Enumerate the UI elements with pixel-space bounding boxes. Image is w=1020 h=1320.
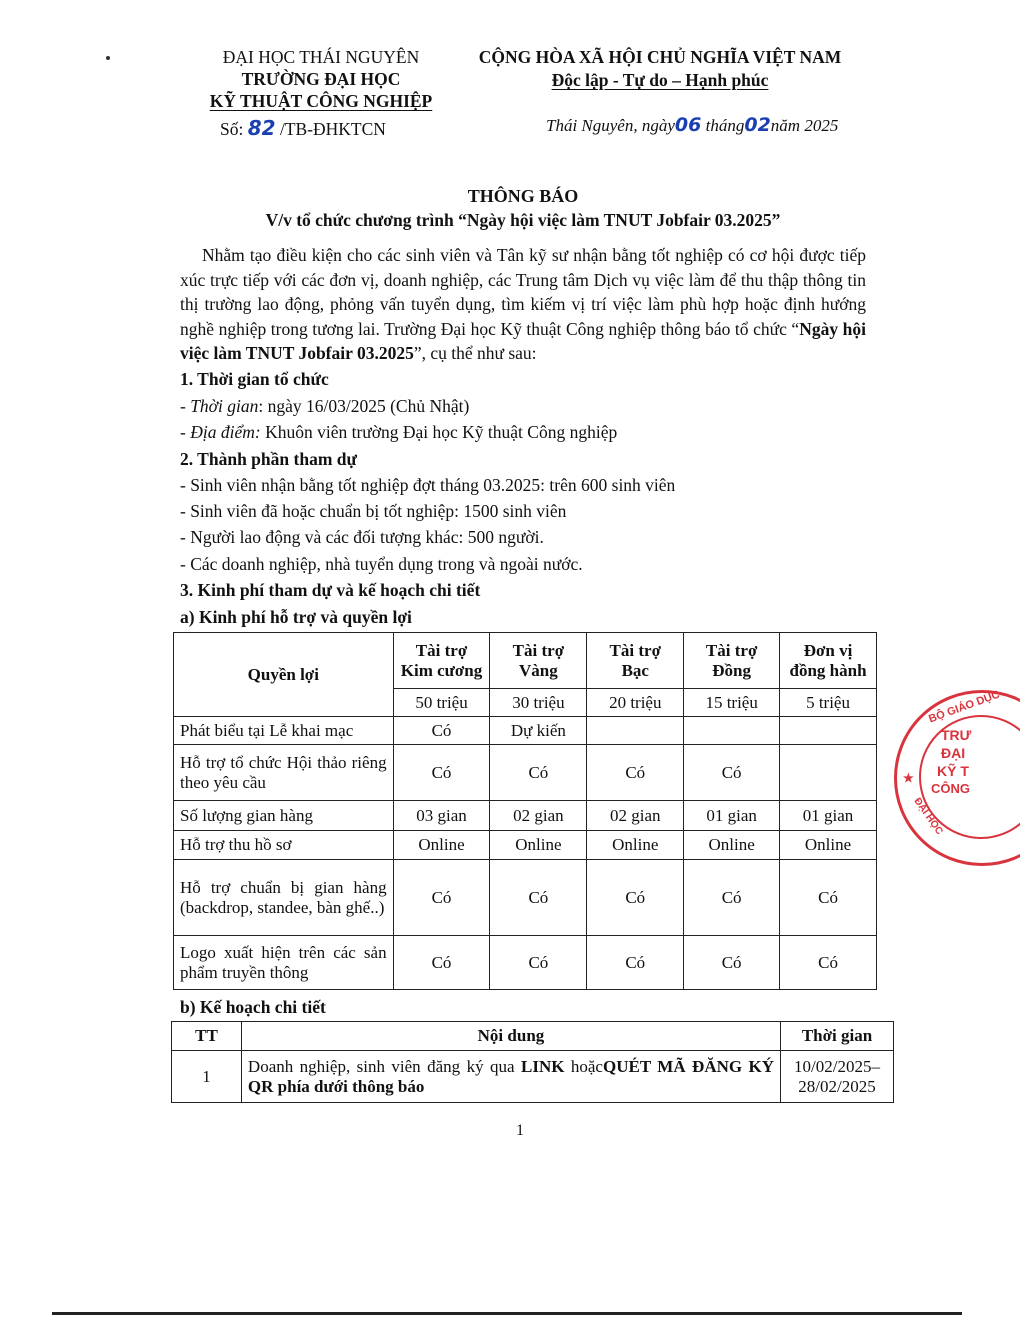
benefit-cell: Có xyxy=(587,936,684,990)
date-month-label: tháng xyxy=(705,116,745,135)
dash: - xyxy=(180,396,191,416)
benefit-cell: Có xyxy=(393,936,490,990)
scan-edge xyxy=(52,1312,962,1315)
benefit-label: Phát biểu tại Lễ khai mạc xyxy=(174,717,394,745)
stamp-inner-text: TRƯ xyxy=(941,727,972,743)
stamp-inner-text: CÔNG xyxy=(931,781,970,796)
table-row xyxy=(174,801,877,831)
event-time xyxy=(180,396,469,417)
participant-item: - Các doanh nghiệp, nhà tuyển dụng trong và ngoài nước. xyxy=(180,554,583,574)
participant-item: - Sinh viên nhận bằng tốt nghiệp đợt tháng 03.2025: trên 600 sinh viên xyxy=(180,475,676,495)
table-row xyxy=(174,717,877,745)
official-stamp xyxy=(894,690,1020,866)
tier-price: 15 triệu xyxy=(684,689,780,717)
stamp-ring-text-bottom: ĐẠI HỌC xyxy=(911,796,945,837)
stamp-inner-text: ĐẠI xyxy=(941,745,966,761)
tier-price: 30 triệu xyxy=(490,689,587,717)
benefit-label: Logo xuất hiện trên các sản phẩm truyền thông xyxy=(174,936,394,990)
date-day: 06 xyxy=(674,114,702,136)
document-subject: V/v tổ chức chương trình “Ngày hội việc làm TNUT Jobfair 03.2025” xyxy=(265,210,781,230)
benefit-cell: 02 gian xyxy=(587,801,684,831)
school-name-line2: KỸ THUẬT CÔNG NGHIỆP xyxy=(209,91,433,111)
benefit-label: Hỗ trợ tổ chức Hội thảo riêng theo yêu cầu xyxy=(174,745,394,801)
table-row xyxy=(174,745,877,801)
benefit-cell: Online xyxy=(684,831,780,860)
register-link: LINK xyxy=(520,1056,565,1076)
number-suffix: /TB-ĐHKTCN xyxy=(279,119,386,139)
tier-header: Tài trợ Bạc xyxy=(587,633,684,689)
section2-heading: 2. Thành phần tham dự xyxy=(180,449,357,469)
table-row xyxy=(174,860,877,936)
number-handwritten: 82 xyxy=(247,116,276,140)
tier-price: 5 triệu xyxy=(780,689,877,717)
benefit-cell: Có xyxy=(393,745,490,801)
benefit-cell: Có xyxy=(490,860,587,936)
date-month: 02 xyxy=(744,114,771,136)
qr-instruction: QUÉT MÃ ĐĂNG KÝ QR phía dưới thông báo xyxy=(247,1056,775,1096)
page-number: 1 xyxy=(516,1122,524,1139)
scan-mark xyxy=(106,56,110,60)
benefit-cell: Online xyxy=(587,831,684,860)
participant-item: - Người lao động và các đối tượng khác: 500 người. xyxy=(180,527,544,547)
benefit-label: Số lượng gian hàng xyxy=(174,801,394,831)
benefit-cell xyxy=(780,745,877,801)
benefit-cell: Dự kiến xyxy=(490,717,587,745)
date-year: năm 2025 xyxy=(770,116,839,135)
stamp-inner-text: KỸ T xyxy=(937,763,969,779)
benefit-cell: Có xyxy=(490,936,587,990)
benefit-cell: Online xyxy=(393,831,490,860)
intro-event-name: Ngày hội việc làm TNUT Jobfair 03.2025 xyxy=(180,318,867,363)
intro-paragraph xyxy=(180,243,866,366)
stamp-star: ★ xyxy=(903,771,914,785)
benefit-label: Hỗ trợ chuẩn bị gian hàng (backdrop, standee, bàn ghế..) xyxy=(174,860,394,936)
number-prefix: Số: xyxy=(220,119,244,139)
table-row xyxy=(172,1051,894,1103)
benefit-cell: Có xyxy=(587,745,684,801)
place-value: Khuôn viên trường Đại học Kỹ thuật Công nghiệp xyxy=(265,422,618,442)
document-number xyxy=(220,116,386,140)
benefit-cell: Có xyxy=(490,745,587,801)
benefit-cell: 01 gian xyxy=(684,801,780,831)
benefit-cell: Có xyxy=(684,860,780,936)
country-name: CỘNG HÒA XÃ HỘI CHỦ NGHĨA VIỆT NAM xyxy=(478,47,842,67)
header-right xyxy=(456,46,864,92)
plan-table xyxy=(171,1021,894,1103)
intro-text: Nhằm tạo điều kiện cho các sinh viên và Tân kỹ sư nhận bằng tốt nghiệp có cơ hội được tiếp xúc trực tiếp với các đơn vị, doanh nghiệp, các Trung tâm Dịch vụ việc làm để thu thập thông tin thị trường lao động, phỏng vấn tuyển dụng, tìm kiếm vị trí việc làm phù hợp hoặc định hướng nghề nghiệp trong tương lai. Trường Đại học Kỹ thuật Công nghiệp thông báo tổ chức “ xyxy=(180,245,866,339)
time-value: : ngày 16/03/2025 (Chủ Nhật) xyxy=(258,396,470,416)
benefit-label: Hỗ trợ thu hồ sơ xyxy=(174,831,394,860)
document-title: THÔNG BÁO xyxy=(467,186,579,206)
tier-header: Tài trợ Kim cương xyxy=(393,633,490,689)
benefit-cell: 03 gian xyxy=(393,801,490,831)
benefit-cell: Online xyxy=(780,831,877,860)
plan-header-time: Thời gian xyxy=(781,1022,894,1051)
benefits-table xyxy=(173,632,877,990)
benefit-cell: Có xyxy=(393,717,490,745)
benefit-cell: Có xyxy=(684,936,780,990)
plan-time: 10/02/2025– 28/02/2025 xyxy=(781,1051,894,1103)
document-date xyxy=(546,114,838,136)
plan-content: Doanh nghiệp, sinh viên đăng ký qua LINK hoặcQUÉT MÃ ĐĂNG KÝ QR phía dưới thông báo xyxy=(241,1051,780,1103)
school-name-line1: TRƯỜNG ĐẠI HỌC xyxy=(241,69,401,89)
table-row xyxy=(174,831,877,860)
national-motto: Độc lập - Tự do – Hạnh phúc xyxy=(551,70,769,90)
tier-price: 20 triệu xyxy=(587,689,684,717)
benefit-cell: Có xyxy=(684,745,780,801)
benefit-cell xyxy=(684,717,780,745)
tier-price: 50 triệu xyxy=(393,689,490,717)
section3a-heading: a) Kinh phí hỗ trợ và quyền lợi xyxy=(180,607,412,627)
section3b-heading: b) Kế hoạch chi tiết xyxy=(180,997,326,1017)
ministry-name: ĐẠI HỌC THÁI NGUYÊN xyxy=(222,47,420,67)
benefit-cell xyxy=(587,717,684,745)
stamp-ring-text: BỘ GIÁO DỤC xyxy=(927,688,1002,726)
participant-item: - Sinh viên đã hoặc chuẩn bị tốt nghiệp: 1500 sinh viên xyxy=(180,501,567,521)
header-left xyxy=(190,46,452,112)
time-label: Thời gian xyxy=(190,396,259,416)
benefit-cell: 01 gian xyxy=(780,801,877,831)
section3-heading: 3. Kinh phí tham dự và kế hoạch chi tiết xyxy=(180,580,481,600)
plan-header-tt: TT xyxy=(172,1022,242,1051)
benefit-cell xyxy=(780,717,877,745)
section1-heading: 1. Thời gian tổ chức xyxy=(180,369,329,389)
benefit-cell: Có xyxy=(780,936,877,990)
dash: - xyxy=(180,422,191,442)
intro-text-end: ”, cụ thể như sau: xyxy=(413,343,537,363)
tier-header: Tài trợ Vàng xyxy=(490,633,587,689)
tier-header: Tài trợ Đồng xyxy=(684,633,780,689)
benefit-cell: Có xyxy=(587,860,684,936)
tier-header: Đơn vị đồng hành xyxy=(780,633,877,689)
benefit-cell: Có xyxy=(780,860,877,936)
place-label: Địa điểm: xyxy=(190,422,261,442)
plan-tt: 1 xyxy=(172,1051,242,1103)
benefit-cell: 02 gian xyxy=(490,801,587,831)
benefit-cell: Online xyxy=(490,831,587,860)
table-row xyxy=(174,936,877,990)
event-place xyxy=(180,422,617,443)
benefit-cell: Có xyxy=(393,860,490,936)
plan-header-content: Nội dung xyxy=(241,1022,780,1051)
benefit-column-header: Quyền lợi xyxy=(174,633,394,717)
date-prefix: Thái Nguyên, ngày xyxy=(546,116,675,135)
